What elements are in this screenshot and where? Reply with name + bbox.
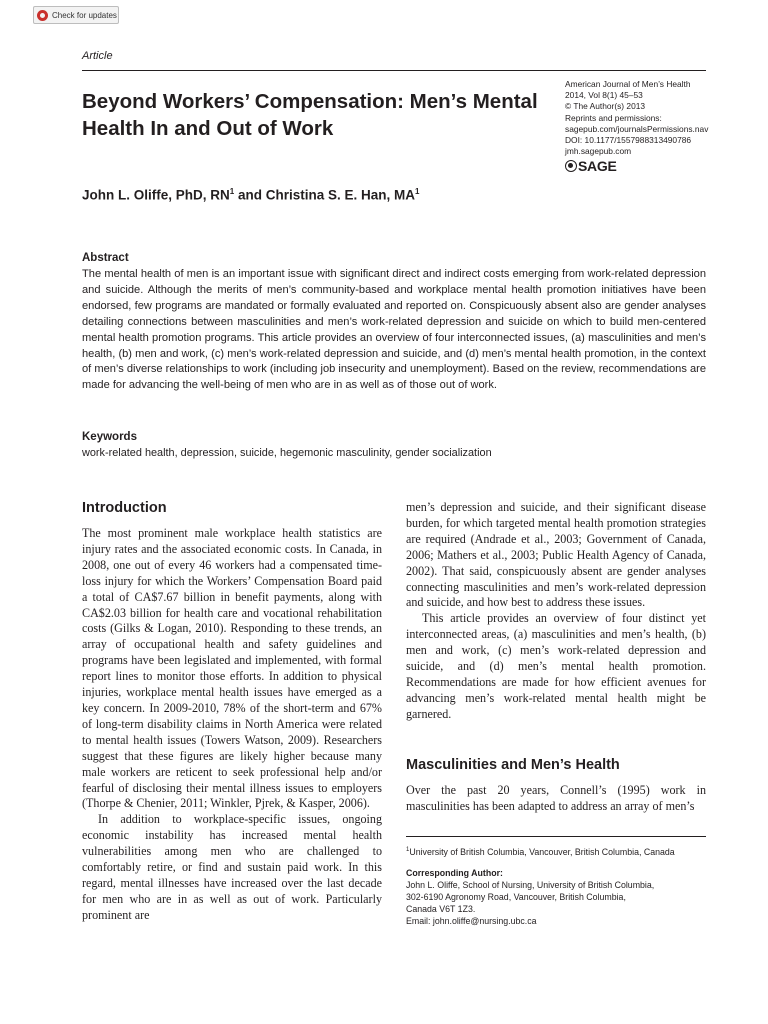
- abstract-heading: Abstract: [82, 252, 129, 264]
- article-type-label: Article: [82, 50, 113, 62]
- right-column-top: [406, 500, 706, 723]
- check-for-updates-label: Check for updates: [52, 10, 117, 20]
- update-check-icon: [37, 10, 48, 21]
- section-heading-block: [406, 757, 706, 783]
- author-affiliation-marker: 1: [229, 187, 235, 196]
- body-paragraph: The most prominent male workplace health statistics are injury rates and the associated economic costs. In Canada, in 2008, one out of every 46 workers had a compensated time-loss injury for which the Workers’ Compensation Board paid a total of CA$7.67 billion in benefit payments, along with CA$2.03 billion for health care and vocational rehabilitation costs (Gilks & Logan, 2010). Responding to these trends, an array of occupational health and safety guidelines and programs have been legislated and implemented, with formal report lines to monitor those efforts. In addition to physical injuries, workplace mental health issues have emerged as a key concern. In 2009-2010, 78% of the short-term and 67% of long-term disability claims in North America were related to mental health issues (Towers Watson, 2009). Researchers suggest that these figures are likely higher because many male workers are reticent to seek professional help and/or fearful of disclosing their mental illness issues to employers (Thorpe & Chenier, 2011; Winkler, Pjrek, & Kasper, 2006).: [82, 526, 382, 811]
- keywords-text: work-related health, depression, suicide, hegemonic masculinity, gender socialization: [82, 447, 492, 459]
- author-affiliation-marker: 1: [415, 187, 420, 196]
- copyright-line: © The Author(s) 2013: [565, 101, 646, 112]
- reprints-label: Reprints and permissions:: [565, 112, 662, 123]
- body-paragraph: This article provides an overview of four distinct yet interconnected areas, (a) masculinities and men’s health, (b) men and work, (c) men’s work-related depression and suicide, and (d) men’s mental health promotion. Recommendations are made for how efficient avenues for advancing men’s work-related mental health might be garnered.: [406, 611, 706, 721]
- corresponding-author-email[interactable]: Email: john.oliffe@nursing.ubc.ca: [406, 916, 537, 926]
- body-paragraph: Over the past 20 years, Connell’s (1995) work in masculinities has been adapted to address an array of men’s: [406, 783, 706, 813]
- masculinities-heading: Masculinities and Men’s Health: [406, 757, 620, 773]
- body-paragraph: In addition to workplace-specific issues, ongoing economic instability has increased mental health vulnerabilities among men who are challenged to comfortably retire, or find and sustain paid work. In this regard, mental illnesses have increased over the last decade for men who are in as well as out of work. Particularly prominent are: [82, 812, 382, 922]
- author-joiner: and: [234, 187, 266, 203]
- left-column: [82, 500, 382, 924]
- section-text-block: [406, 783, 706, 815]
- corresponding-author-heading: Corresponding Author:: [406, 868, 503, 878]
- keywords-heading: Keywords: [82, 431, 137, 443]
- corresponding-author-line: Canada V6T 1Z3.: [406, 904, 476, 914]
- journal-metadata: [565, 79, 708, 157]
- introduction-heading: Introduction: [82, 500, 167, 516]
- doi-link[interactable]: DOI: 10.1177/1557988313490786: [565, 135, 692, 146]
- affiliation-marker: 1: [406, 847, 410, 854]
- journal-volume: 2014, Vol 8(1) 45–53: [565, 90, 643, 101]
- journal-name: American Journal of Men’s Health: [565, 79, 691, 89]
- sage-logo-icon: [565, 160, 577, 172]
- footnote-rule: [406, 836, 706, 837]
- check-for-updates-badge[interactable]: [33, 6, 119, 24]
- journal-site-link[interactable]: jmh.sagepub.com: [565, 146, 632, 157]
- corresponding-author-line: 302-6190 Agronomy Road, Vancouver, British Columbia,: [406, 892, 626, 902]
- corresponding-author: [406, 867, 654, 927]
- permissions-link[interactable]: sagepub.com/journalsPermissions.nav: [565, 123, 709, 134]
- author-list: [82, 187, 419, 203]
- affiliation-text: University of British Columbia, Vancouver, British Columbia, Canada: [409, 847, 675, 857]
- body-paragraph: men’s depression and suicide, and their significant disease burden, for which targeted mental health promotion strategies are required (Andrade et al., 2003; Government of Canada, 2006; Mathers et al., 2003; Public Health Agency of Canada, 2002). That said, conspicuously absent are gender analyses connecting masculinities and men’s work-related depression and suicide, and how best to address these issues.: [406, 500, 706, 610]
- abstract-text: The mental health of men is an important issue with significant direct and indirect costs emerging from work-related depression and suicide. Although the merits of men’s community-based and workplace mental health promotion initiatives have been endorsed, few programs are mandated or formally evaluated and reported on. Conspicuously absent also are gender analyses detailing connections between masculinities and men’s work-related depression and suicide on which to build men-centered mental health promotion programs. This article provides an overview of four interconnected issues, (a) masculinities and men’s health, (b) men and work, (c) men’s work-related depression and suicide, and (d) men’s mental health promotion, in the context of men’s diverse relationships to work (including job insecurity and unemployment). Based on the review, recommendations are made for advancing the well-being of men who are in as well as of those out of work.: [82, 268, 706, 392]
- corresponding-author-line: John L. Oliffe, School of Nursing, University of British Columbia,: [406, 880, 655, 890]
- author-name: John L. Oliffe, PhD, RN: [82, 187, 230, 203]
- header-rule: [82, 70, 706, 71]
- author-name: Christina S. E. Han, MA: [265, 187, 415, 203]
- publisher-name: SAGE: [578, 158, 617, 174]
- publisher-logo: [565, 158, 616, 174]
- article-title: Beyond Workers’ Compensation: Men’s Mental Health In and Out of Work: [82, 90, 538, 140]
- affiliation-footnote: [406, 847, 675, 857]
